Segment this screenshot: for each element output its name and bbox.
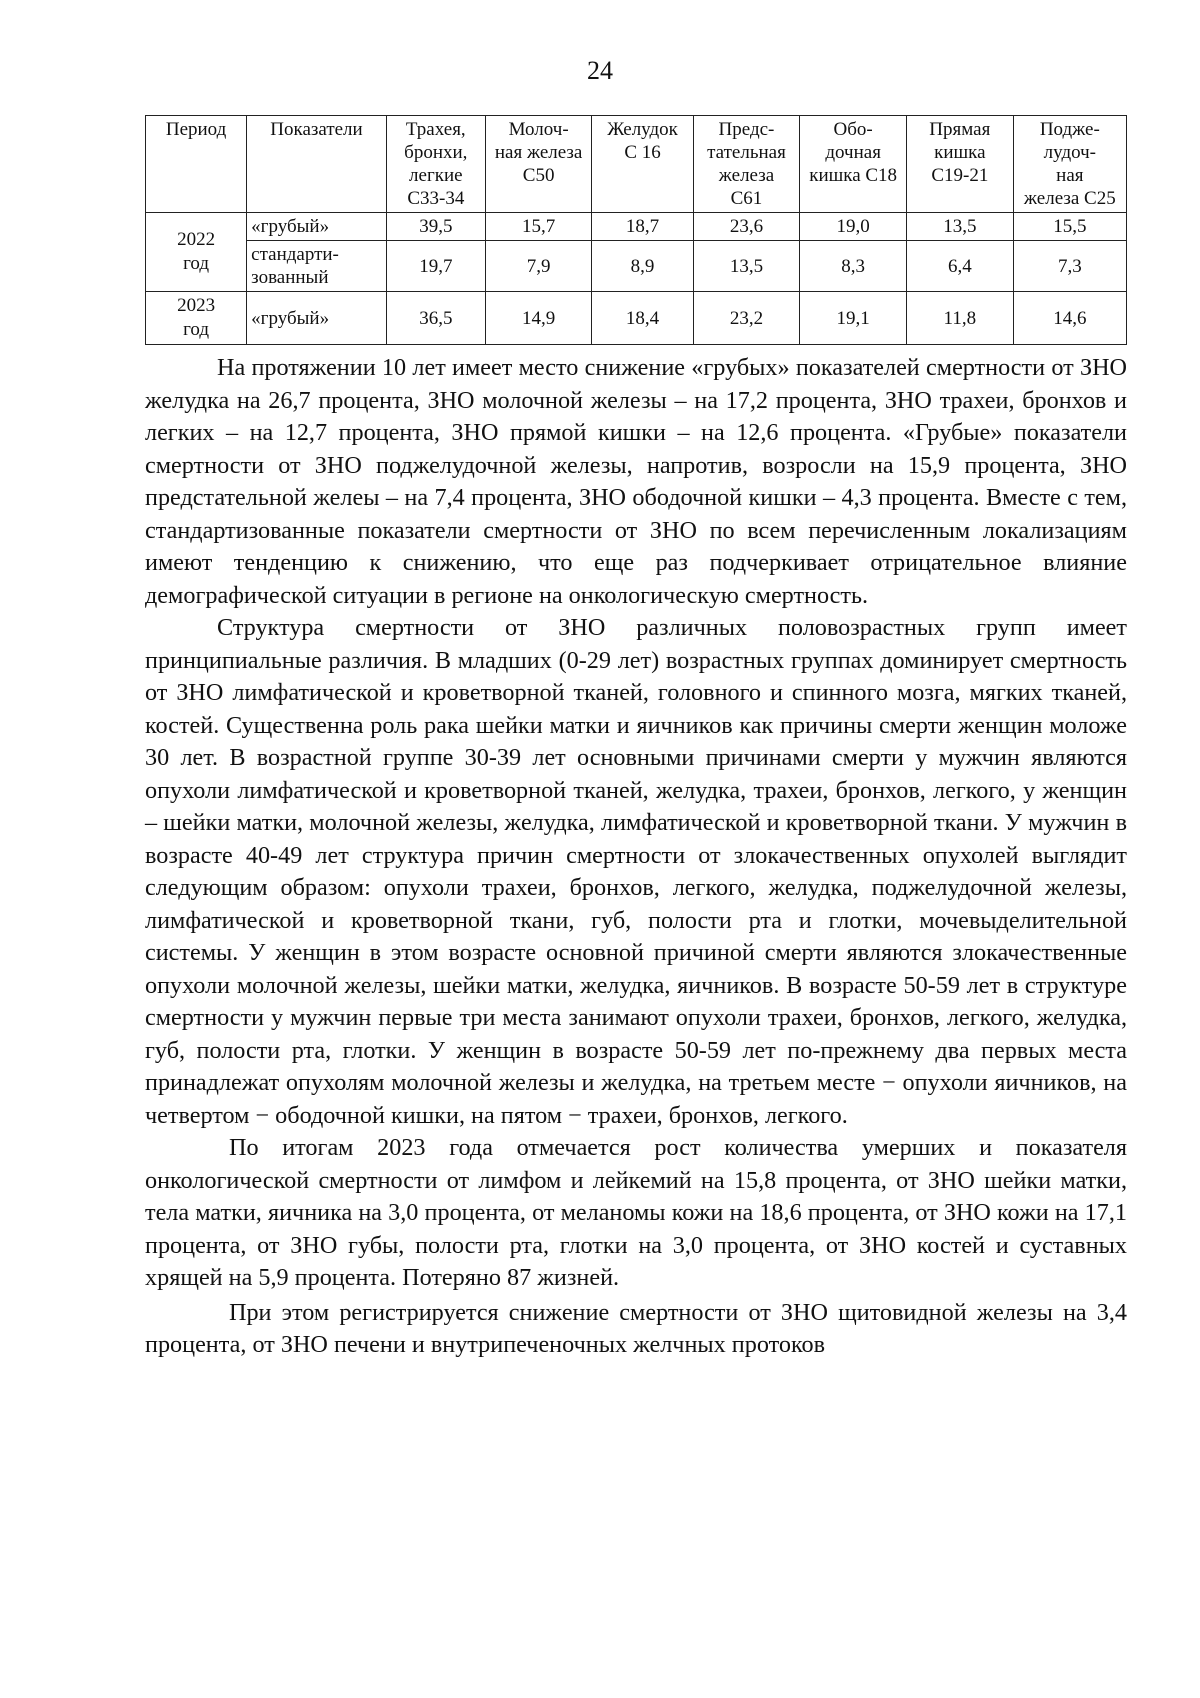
value-cell: 11,8 [906,292,1013,345]
value-cell: 36,5 [386,292,485,345]
period-cell: 2022 год [146,213,247,292]
value-cell: 15,7 [485,213,592,241]
header-cell: Подже- лудоч- ная железа С25 [1013,116,1126,213]
value-cell: 8,9 [592,241,693,292]
body-text [145,352,1127,1362]
header-cell: Прямая кишка С19-21 [906,116,1013,213]
value-cell: 18,7 [592,213,693,241]
value-cell: 19,1 [800,292,907,345]
value-cell: 19,0 [800,213,907,241]
table-row [146,213,1127,241]
value-cell: 19,7 [386,241,485,292]
value-cell: 14,9 [485,292,592,345]
value-cell: 7,3 [1013,241,1126,292]
header-cell: Период [146,116,247,213]
value-cell: 18,4 [592,292,693,345]
header-cell: Молоч- ная железа С50 [485,116,592,213]
table-header-row [146,116,1127,213]
value-cell: 13,5 [693,241,800,292]
header-cell: Трахея, бронхи, легкие С33-34 [386,116,485,213]
period-cell: 2023 год [146,292,247,345]
value-cell: 15,5 [1013,213,1126,241]
indicator-cell: «грубый» [247,292,387,345]
value-cell: 8,3 [800,241,907,292]
page-number: 24 [587,56,613,85]
mortality-table [145,115,1127,345]
table-row [146,292,1127,345]
paragraph: По итогам 2023 года отмечается рост количества умерших и показателя онкологической смертности от лимфом и лейкемий на 15,8 процента, от ЗНО шейки матки, тела матки, яичника на 3,0 процента, от меланомы кожи на 18,6 процента, от ЗНО кожи на 17,1 процента, от ЗНО губы, полости рта, глотки на 3,0 процента, от ЗНО костей и суставных хрящей на 5,9 процента. Потеряно 87 жизней. [145,1134,1127,1291]
paragraph: При этом регистрируется снижение смертности от ЗНО щитовидной железы на 3,4 процента, от ЗНО печени и внутрипеченочных желчных протоков [145,1298,1127,1358]
value-cell: 39,5 [386,213,485,241]
value-cell: 23,2 [693,292,800,345]
indicator-cell: стандарти- зованный [247,241,387,292]
paragraph: На протяжении 10 лет имеет место снижение «грубых» показателей смертности от ЗНО желудка на 26,7 процента, ЗНО молочной железы – на 17,2 процента, ЗНО трахеи, бронхов и легких – на 12,7 процента, ЗНО прямой кишки – на 12,6 процента. «Грубые» показатели смертности от ЗНО поджелудочной железы, напротив, возросли на 15,9 процента, ЗНО предстательной желеы – на 7,4 процента, ЗНО ободочной кишки – 4,3 процента. Вместе с тем, стандартизованные показатели смертности от ЗНО по всем перечисленным локализациям имеют тенденцию к снижению, что еще раз подчеркивает отрицательное влияние демографической ситуации в регионе на онкологическую смертность. [145,354,1127,609]
table-row [146,241,1127,292]
header-cell: Предс- тательная железа С61 [693,116,800,213]
value-cell: 6,4 [906,241,1013,292]
header-cell: Желудок С 16 [592,116,693,213]
value-cell: 23,6 [693,213,800,241]
value-cell: 14,6 [1013,292,1126,345]
header-cell: Обо- дочная кишка С18 [800,116,907,213]
value-cell: 13,5 [906,213,1013,241]
header-cell: Показатели [247,116,387,213]
indicator-cell: «грубый» [247,213,387,241]
value-cell: 7,9 [485,241,592,292]
paragraph: Структура смертности от ЗНО различных половозрастных групп имеет принципиальные различия. В младших (0-29 лет) возрастных группах доминирует смертность от ЗНО лимфатической и кроветворной тканей, головного и спинного мозга, мягких тканей, костей. Существенна роль рака шейки матки и яичников как причины смерти женщин моложе 30 лет. В возрастной группе 30-39 лет основными причинами смерти у мужчин являются опухоли лимфатической и кроветворной тканей, желудка, трахеи, бронхов, легкого, у женщин – шейки матки, молочной железы, желудка, лимфатической и кроветворной ткани. У мужчин в возрасте 40-49 лет структура причин смертности от злокачественных опухолей выглядит следующим образом: опухоли трахеи, бронхов, легкого, желудка, поджелудочной железы, лимфатической и кроветворной ткани, губ, полости рта и глотки, мочевыделительной системы. У женщин в этом возрасте основной причиной смерти являются злокачественные опухоли молочной железы, шейки матки, желудка, яичников. В возрасте 50-59 лет в структуре смертности у мужчин первые три места занимают опухоли трахеи, бронхов, легкого, желудка, губ, полости рта, глотки. У женщин в возрасте 50-59 лет по-прежнему два первых места принадлежат опухолям молочной железы и желудка, на третьем месте − опухоли яичников, на четвертом − ободочной кишки, на пятом − трахеи, бронхов, легкого. [145,614,1127,1129]
